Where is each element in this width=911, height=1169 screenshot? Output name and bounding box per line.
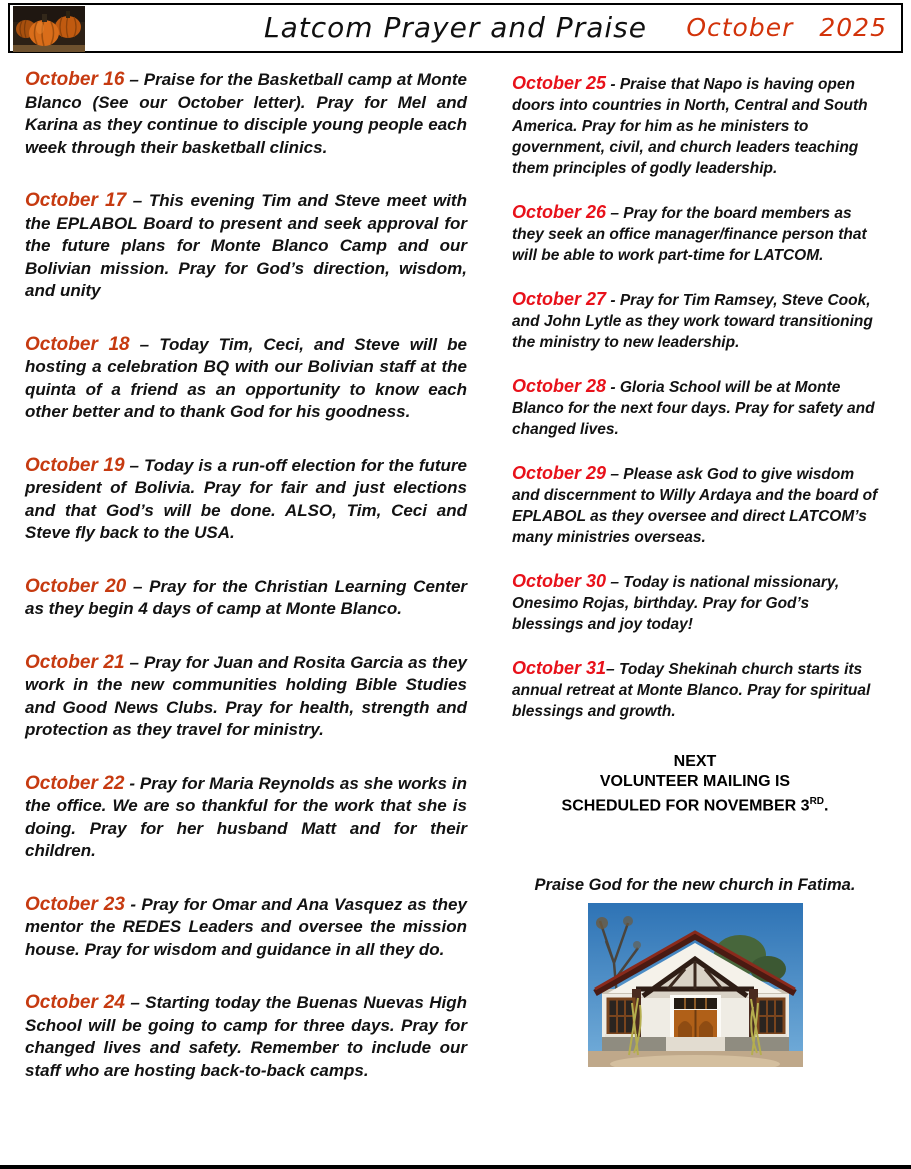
entry-text: Pray for Omar and Ana Vasquez as they mentor the REDES Leaders and oversee the mission house. Pray for wisdom and guidance in all they do. xyxy=(25,894,467,959)
entry-date: October 21 xyxy=(25,651,125,673)
entry-separator: - xyxy=(610,76,616,93)
entry-text: Gloria School will be at Monte Blanco for the next four days. Pray for safety and changed lives. xyxy=(512,379,875,438)
entry-separator: - xyxy=(610,379,616,396)
prayer-entry-oct25 xyxy=(512,73,878,179)
mailing-notice xyxy=(512,752,878,816)
church-photo xyxy=(588,903,803,1067)
entry-separator: – xyxy=(610,205,619,222)
prayer-entry-oct28 xyxy=(512,376,878,440)
entry-date: October 17 xyxy=(25,190,127,211)
entry-date: October 22 xyxy=(25,772,125,794)
entry-text: Today is a run-off election for the future president of Bolivia. Pray for fair and just elections and that God’s will be done. ALSO, Tim, Ceci and Steve fly back to the USA. xyxy=(25,455,467,542)
page-title: Latcom Prayer and Praise xyxy=(264,11,647,44)
entry-text: This evening Tim and Steve meet with the EPLABOL Board to present and seek approval for the future plans for Monte Blanco Camp and our Bolivian mission. Pray for God’s direction, wisdom, and unity xyxy=(25,191,467,300)
entry-text: Starting today the Buenas Nuevas High School will be going to camp for three days. Pray for changed lives and safety. Remember to include our staff who are hosting back-to-back camps. xyxy=(25,993,467,1080)
masthead-date xyxy=(686,13,887,42)
entry-separator: – xyxy=(130,993,140,1012)
entry-separator: – xyxy=(129,455,139,475)
entry-date: October 24 xyxy=(25,992,125,1013)
left-column xyxy=(25,69,467,1113)
prayer-entry-oct23 xyxy=(25,894,467,962)
prayer-entry-oct30 xyxy=(512,571,878,635)
entry-separator: – xyxy=(139,334,150,354)
entry-text: Pray for Tim Ramsey, Steve Cook, and John Lytle as they work toward transitioning the ministry to new leadership. xyxy=(512,292,873,351)
entry-date: October 29 xyxy=(512,463,607,483)
entry-text: Please ask God to give wisdom and discernment to Willy Ardaya and the board of EPLABOL as they oversee and direct LATCOM’s many ministries overseas. xyxy=(512,466,878,546)
prayer-entry-oct18 xyxy=(25,334,467,424)
header xyxy=(8,3,903,53)
entry-text: Pray for the Christian Learning Center as they begin 4 days of camp at Monte Blanco. xyxy=(25,576,468,618)
prayer-entry-oct24 xyxy=(25,992,467,1082)
entry-text: Praise that Napo is having open doors into countries in North, Central and South America. Pray for him as he ministers to government, civil, and church leaders teaching them principles of godly leadership. xyxy=(512,76,868,177)
entry-separator: - xyxy=(129,773,135,793)
entry-date: October 26 xyxy=(512,202,607,222)
prayer-entry-oct31 xyxy=(512,658,878,722)
ordinal-suffix: RD xyxy=(809,796,825,807)
mailing-line-2: VOLUNTEER MAILING IS xyxy=(599,773,791,790)
entry-text: Today Shekinah church starts its annual retreat at Monte Blanco. Pray for spiritual blessings and growth. xyxy=(512,661,871,720)
entry-separator: – xyxy=(610,466,619,483)
bottom-divider xyxy=(0,1165,911,1169)
prayer-entry-oct19 xyxy=(25,455,467,545)
entry-date: October 27 xyxy=(512,289,607,309)
entry-separator: - xyxy=(610,292,616,309)
entry-text: Pray for the board members as they seek an office manager/finance person that will be able to work part-time for LATCOM. xyxy=(512,205,867,264)
entry-text: Pray for Maria Reynolds as she works in the office. We are so thankful for the work that she is doing. Pray for her husband Matt and for their children. xyxy=(25,773,467,860)
masthead-year: 2025 xyxy=(819,13,887,42)
prayer-entry-oct21 xyxy=(25,652,467,742)
entry-separator: – xyxy=(132,576,143,596)
entry-date: October 31 xyxy=(512,658,607,678)
entry-separator: – xyxy=(129,70,139,89)
prayer-entry-oct17 xyxy=(25,190,467,303)
entry-date: October 19 xyxy=(25,454,125,476)
entry-separator: – xyxy=(129,652,139,672)
mailing-line-1: NEXT xyxy=(673,753,717,770)
entry-text: Today Tim, Ceci, and Steve will be hosting a celebration BQ with our Bolivian staff at the quinta of a friend as an opportunity to know each other better and to thank God for his goodness. xyxy=(25,334,467,421)
entry-date: October 25 xyxy=(512,73,607,93)
entry-text: Pray for Juan and Rosita Garcia as they work in the new communities holding Bible Studies and Good News Clubs. Pray for health, strength and protection as they travel for ministry. xyxy=(25,652,467,739)
entry-date: October 18 xyxy=(25,333,130,355)
right-column xyxy=(512,73,878,1067)
prayer-entry-oct29 xyxy=(512,463,878,548)
photo-caption: Praise God for the new church in Fatima. xyxy=(534,876,856,895)
entry-text: Today is national missionary, Onesimo Rojas, birthday. Pray for God’s blessings and joy today! xyxy=(512,574,840,633)
entry-date: October 23 xyxy=(25,893,125,915)
prayer-entry-oct22 xyxy=(25,773,467,863)
mailing-line-3: SCHEDULED FOR NOVEMBER 3RD. xyxy=(561,796,829,815)
masthead-month: October xyxy=(686,13,794,42)
prayer-entry-oct26 xyxy=(512,202,878,266)
prayer-entry-oct16 xyxy=(25,69,467,159)
entry-separator: – xyxy=(610,574,619,591)
entry-separator: - xyxy=(130,894,136,914)
prayer-entry-oct27 xyxy=(512,289,878,353)
entry-date: October 30 xyxy=(512,571,607,591)
entry-date: October 16 xyxy=(25,69,125,90)
entry-separator: – xyxy=(606,661,615,678)
prayer-entry-oct20 xyxy=(25,576,467,621)
entry-date: October 20 xyxy=(25,575,127,597)
entry-text: Praise for the Basketball camp at Monte Blanco (See our October letter). Pray for Mel and Karina as they continue to disciple young people each week through their basketball clinics. xyxy=(25,70,467,157)
entry-separator: – xyxy=(132,191,143,210)
entry-date: October 28 xyxy=(512,376,607,396)
